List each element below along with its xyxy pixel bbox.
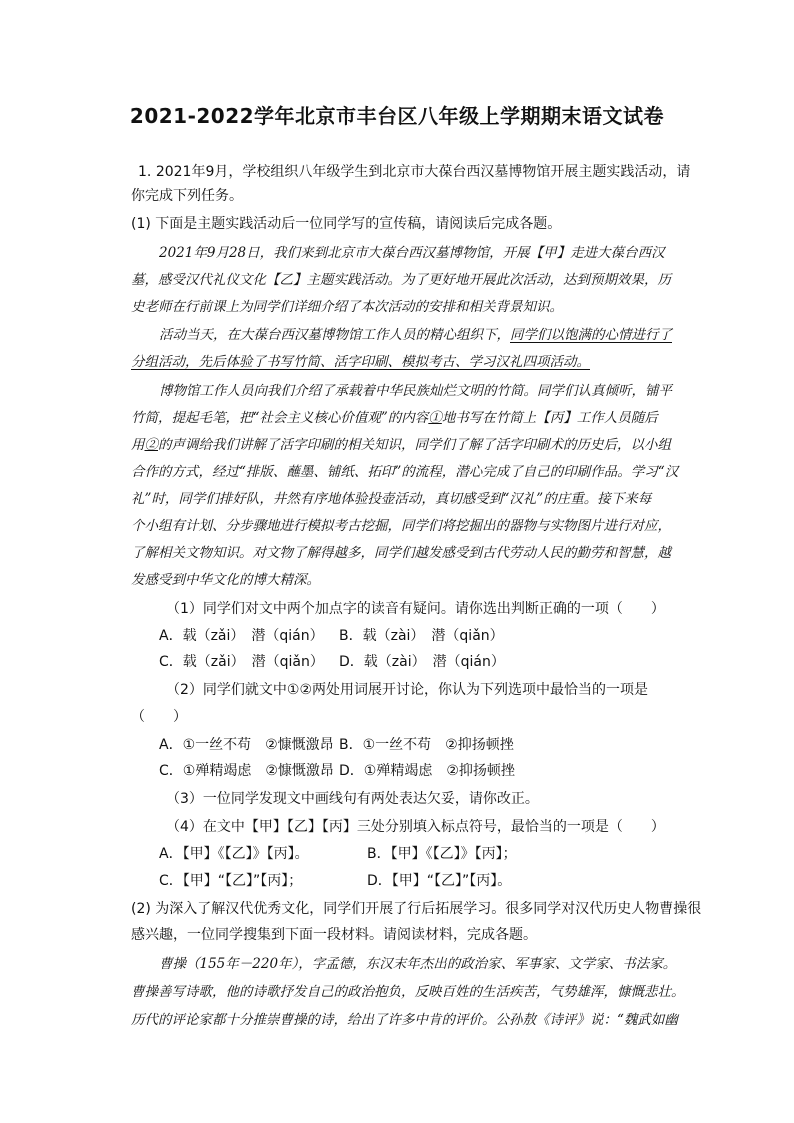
option-d: D．①殚精竭虑 ②抑扬顿挫 — [339, 763, 515, 779]
page-title: 2021-2022学年北京市丰台区八年级上学期期末语文试卷 — [129, 104, 665, 128]
subq-1-options-row2 — [159, 652, 505, 672]
subq-1-stem: （1）同学们对文中两个加点字的读音有疑问。请你选出判断正确的一项（ ） — [166, 601, 665, 617]
passage-p3-line2: 竹简，提起毛笔，把“社会主义核心价值观”的内容①地书写在竹简上【丙】工作人员随后 — [131, 410, 658, 426]
subq-2-stem: （2）同学们就文中①②两处用词展开讨论，你认为下列选项中最恰当的一项是 — [166, 682, 649, 698]
part-1-instruction: (1) 下面是主题实践活动后一位同学写的宣传稿，请阅读后完成各题。 — [131, 216, 562, 232]
subq-4-options-row1 — [159, 844, 517, 864]
option-a: A．载（zǎi） 潜（qián） — [159, 628, 324, 644]
subq-2-options-row1 — [159, 735, 514, 755]
passage-p2-line2 — [131, 352, 590, 372]
question-1-intro-line2: 你完成下列任务。 — [131, 188, 243, 204]
passage-p3-line5: 礼”时，同学们排好队，井然有序地体验投壶活动，真切感受到“汉礼”的庄重。接下来每 — [131, 491, 652, 507]
passage-p1-line2: 墓，感受汉代礼仪文化【乙】主题实践活动。为了更好地开展此次活动，达到预期效果，历 — [131, 272, 671, 288]
option-b: B．①一丝不苟 ②抑扬顿挫 — [339, 737, 514, 753]
underlined-sentence-part1: 同学们以饱满的心情进行了 — [510, 327, 672, 343]
part-2-instruction-line1: (2) 为深入了解汉代优秀文化，同学们开展了行后拓展学习。很多同学对汉代历史人物曹操很 — [131, 901, 702, 917]
option-b: B．【甲】《【乙】》【丙】； — [367, 846, 517, 862]
caocao-passage-line1: 曹操（155年－220年），字孟德，东汉末年杰出的政治家、军事家、文学家、书法家。 — [159, 956, 677, 972]
subq-2-options-row2 — [159, 761, 515, 781]
passage-p3-line8: 发感受到中华文化的博大精深。 — [131, 572, 320, 588]
option-d: D．载（zài） 潜（qián） — [339, 654, 505, 670]
subq-2-paren: （ ） — [131, 709, 187, 725]
passage-p3-line3: 用②的声调给我们讲解了活字印刷的相关知识，同学们了解了活字印刷术的历史后，以小组 — [131, 437, 671, 453]
passage-p3-line7: 了解相关文物知识。对文物了解得越多，同学们越发感受到古代劳动人民的勤劳和智慧，越 — [131, 545, 671, 561]
option-c: C．【甲】“【乙】”【丙】； — [159, 873, 303, 889]
passage-p1-line1: 2021年9月28日，我们来到北京市大葆台西汉墓博物馆，开展【甲】走进大葆台西汉 — [159, 245, 665, 261]
subq-4-options-row2 — [159, 871, 511, 891]
option-a: A．【甲】《【乙】》【丙】。 — [159, 846, 309, 862]
passage-p3-line4: 合作的方式，经过“排版、蘸墨、铺纸、拓印”的流程，潜心完成了自己的印刷作品。学习“汉 — [131, 464, 679, 480]
passage-p1-line3: 史老师在行前课上为同学们详细介绍了本次活动的安排和相关背景知识。 — [131, 299, 563, 315]
option-b: B．载（zài） 潜（qiǎn） — [339, 628, 504, 644]
caocao-passage-line3: 历代的评论家都十分推崇曹操的诗，给出了许多中肯的评价。公孙敖《诗评》说：“魏武如幽 — [131, 1012, 678, 1028]
passage-p2-line1: 活动当天，在大葆台西汉墓博物馆工作人员的精心组织下，同学们以饱满的心情进行了 — [159, 327, 672, 343]
blank-1-marker: ① — [428, 410, 442, 426]
option-d: D．【甲】“【乙】”【丙】。 — [367, 873, 512, 889]
subq-1-options-row1 — [159, 626, 504, 646]
question-1-intro-line1: 1. 2021年9月，学校组织八年级学生到北京市大葆台西汉墓博物馆开展主题实践活动，请 — [138, 164, 691, 180]
option-a: A．①一丝不苟 ②慷慨激昂 — [159, 737, 334, 753]
option-c: C．①殚精竭虑 ②慷慨激昂 — [159, 763, 334, 779]
passage-p3-line1: 博物馆工作人员向我们介绍了承载着中华民族灿烂文明的竹简。同学们认真倾听，铺平 — [159, 383, 672, 399]
subq-3-stem: （3）一位同学发现文中画线句有两处表达欠妥，请你改正。 — [166, 791, 539, 807]
subq-4-stem: （4）在文中【甲】【乙】【丙】三处分别填入标点符号，最恰当的一项是（ ） — [166, 819, 665, 835]
passage-p3-line6: 个小组有计划、分步骤地进行模拟考古挖掘，同学们将挖掘出的器物与实物图片进行对应， — [131, 518, 671, 534]
option-c: C．载（zǎi） 潜（qiǎn） — [159, 654, 324, 670]
underlined-sentence-part2: 分组活动，先后体验了书写竹简、活字印刷、模拟考古、学习汉礼四项活动。 — [131, 354, 590, 370]
caocao-passage-line2: 曹操善写诗歌，他的诗歌抒发自己的政治抱负，反映百姓的生活疾苦，气势雄浑，慷慨悲壮。 — [131, 984, 685, 1000]
part-2-instruction-line2: 感兴趣，一位同学搜集到下面一段材料。请阅读材料，完成各题。 — [131, 927, 537, 943]
blank-2-marker: ② — [144, 437, 158, 453]
